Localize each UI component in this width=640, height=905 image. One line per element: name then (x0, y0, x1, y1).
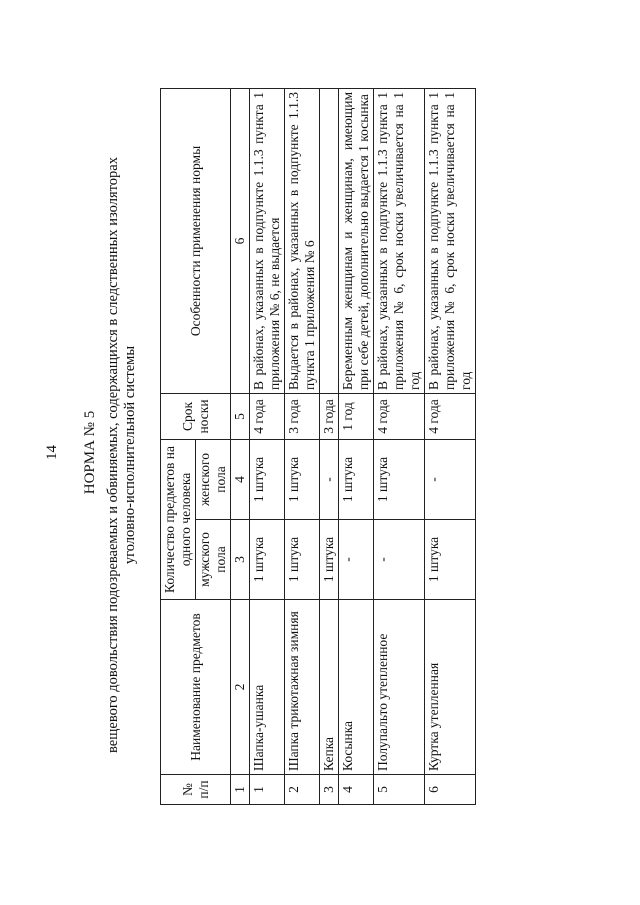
cell-notes: В районах, указанных в подпункте 1.1.3 пункта 1 приложения № 6, срок носки увеличивается на 1 год (425, 89, 476, 394)
colnum-6: 6 (231, 89, 250, 394)
norm-table (160, 88, 476, 805)
header-name: Наименование предметов (161, 600, 231, 775)
header-notes: Особенности применения нормы (161, 89, 231, 394)
cell-num: 1 (250, 775, 285, 805)
table-row (374, 89, 425, 805)
cell-notes: Беременным женщинам и женщинам, имеющим при себе детей, дополнительно выдается 1 косынка (339, 89, 374, 394)
header-qty-group: Количество предметов на одного человека (161, 440, 196, 600)
header-male: мужского пола (196, 520, 231, 600)
cell-num: 6 (425, 775, 476, 805)
header-term: Срок носки (161, 394, 231, 440)
cell-male: 1 штука (250, 520, 285, 600)
column-number-row (231, 89, 250, 805)
table-row (285, 89, 320, 805)
cell-term: 4 года (250, 394, 285, 440)
colnum-4: 4 (231, 440, 250, 520)
cell-male: 1 штука (320, 520, 339, 600)
cell-female: 1 штука (285, 440, 320, 520)
colnum-1: 1 (231, 775, 250, 805)
cell-term: 4 года (374, 394, 425, 440)
cell-male: 1 штука (425, 520, 476, 600)
cell-num: 4 (339, 775, 374, 805)
page-number: 14 (44, 445, 60, 460)
cell-male: - (374, 520, 425, 600)
cell-notes: В районах, указанных в подпункте 1.1.3 пункта 1 приложения № 6, срок носки увеличивается на 1 год (374, 89, 425, 394)
colnum-5: 5 (231, 394, 250, 440)
cell-num: 5 (374, 775, 425, 805)
cell-male: - (339, 520, 374, 600)
cell-female: 1 штука (374, 440, 425, 520)
table-row (320, 89, 339, 805)
cell-notes: В районах, указанных в подпункте 1.1.3 пункта 1 приложения № 6, не выдается (250, 89, 285, 394)
header-row-1 (161, 89, 196, 805)
colnum-2: 2 (231, 600, 250, 775)
cell-num: 2 (285, 775, 320, 805)
document-title: НОРМА № 5 (82, 410, 98, 495)
table-row (425, 89, 476, 805)
cell-name: Шапка-ушанка (250, 600, 285, 775)
header-female: женского пола (196, 440, 231, 520)
cell-female: - (320, 440, 339, 520)
cell-name: Полупальто утепленное (374, 600, 425, 775)
cell-term: 4 года (425, 394, 476, 440)
cell-term: 3 года (320, 394, 339, 440)
cell-male: 1 штука (285, 520, 320, 600)
cell-name: Шапка трикотажная зимняя (285, 600, 320, 775)
cell-name: Косынка (339, 600, 374, 775)
cell-female: 1 штука (250, 440, 285, 520)
cell-term: 1 год (339, 394, 374, 440)
cell-notes (320, 89, 339, 394)
cell-term: 3 года (285, 394, 320, 440)
header-num: № п/п (161, 775, 231, 805)
cell-name: Кепка (320, 600, 339, 775)
table-row (250, 89, 285, 805)
cell-female: 1 штука (339, 440, 374, 520)
table-row (339, 89, 374, 805)
cell-num: 3 (320, 775, 339, 805)
document-subtitle: вещевого довольствия подозреваемых и обвиняемых, содержащихся в следственных изоляторах уголовно-исполнительной системы (105, 157, 138, 753)
colnum-3: 3 (231, 520, 250, 600)
cell-name: Куртка утепленная (425, 600, 476, 775)
cell-female: - (425, 440, 476, 520)
cell-notes: Выдается в районах, указанных в подпункте 1.1.3 пункта 1 приложения № 6 (285, 89, 320, 394)
